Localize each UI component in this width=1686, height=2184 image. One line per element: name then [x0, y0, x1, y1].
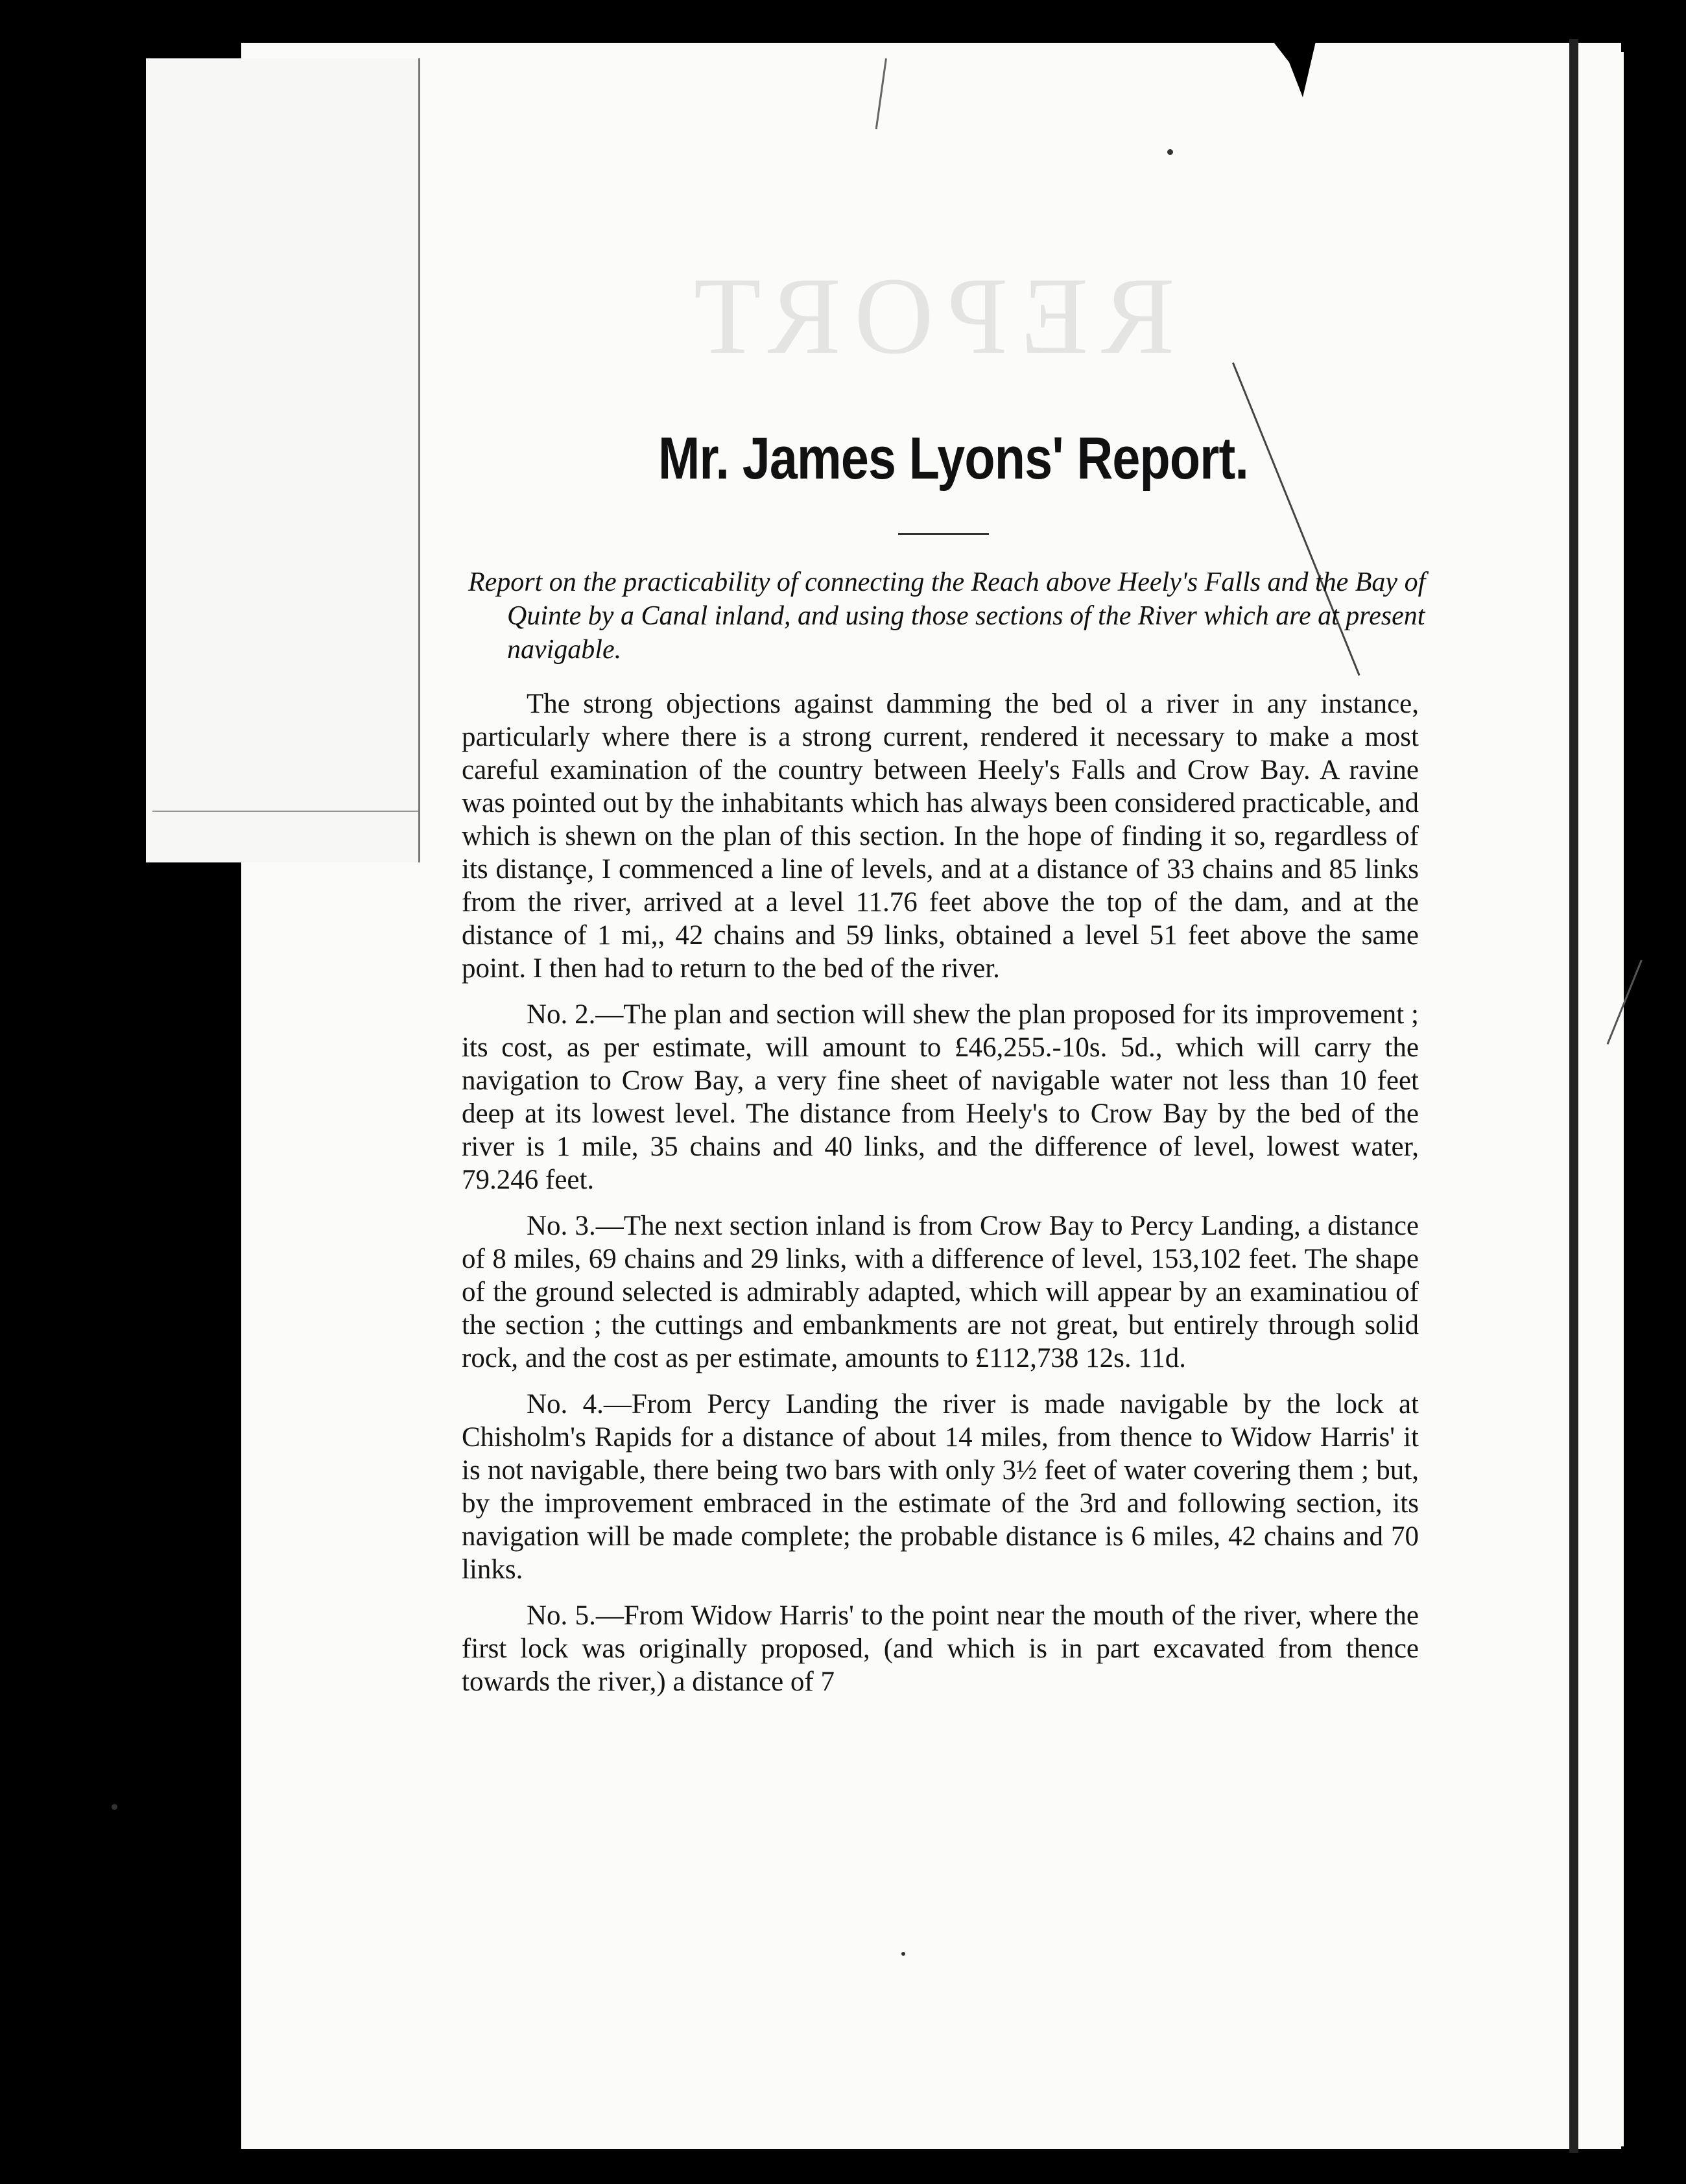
title-rule: [898, 533, 989, 535]
report-body: [462, 687, 1419, 1711]
paragraph-no-3: No. 3.—The next section inland is from Crow Bay to Percy Landing, a distance of 8 miles, 69 chains and 29 links, with a difference of level, 153,102 feet. The shape of the ground selected is admirably adapted, which will appear by an examinatiou of the section ; the cuttings and embankments are not great, but entirely through solid rock, and the cost as per estimate, amounts to £112,738 12s. 11d.: [462, 1211, 1419, 1373]
speck: [901, 1952, 905, 1956]
page-title: Mr. James Lyons' Report.: [658, 425, 1249, 492]
page-edge-shadow: [1569, 39, 1578, 2153]
flap-edge-line: [152, 811, 418, 812]
paragraph-no-2: No. 2.—The plan and section will shew the plan proposed for its improvement ; its cost, as per estimate, will amount to £46,255.-10s. 5d., which will carry the navigation to Crow Bay, a very fine sheet of navigable water not less than 10 feet deep at its lowest level. The distance from Heely's to Crow Bay by the bed of the river is 1 mile, 35 chains and 40 links, and the difference of level, lowest water, 79.246 feet.: [462, 999, 1419, 1195]
paragraph-intro: The strong objections against damming the bed ol a river in any instance, particularly where there is a strong current, rendered it necessary to make a most careful examination of the country between Heely's Falls and Crow Bay. A ravine was pointed out by the inhabitants which has always been considered practicable, and which is shewn on the plan of this section. In the hope of finding it so, regardless of its distançe, I commenced a line of levels, and at a distance of 33 chains and 85 links from the river, arrived at a level 11.76 feet above the top of the dam, and at the distance of 1 mi,, 42 chains and 59 links, obtained a level 51 feet above the same point. I then had to return to the bed of the river.: [462, 689, 1419, 984]
paragraph-no-5: No. 5.—From Widow Harris' to the point near the mouth of the river, where the first lock was originally proposed, (and which is in part excavated from thence towards the river,) a distance of 7: [462, 1600, 1419, 1697]
show-through-text: REPORT: [681, 255, 1175, 377]
paragraph-no-4: No. 4.—From Percy Landing the river is made navigable by the lock at Chisholm's Rapids for a distance of about 14 miles, from thence to Widow Harris' it is not navigable, there being two bars with only 3½ feet of water covering them ; but, by the improvement embraced in the estimate of the 3rd and following section, its navigation will be made complete; the probable distance is 6 miles, 42 chains and 70 links.: [462, 1389, 1419, 1585]
fold-out-flap: [146, 58, 420, 862]
speck: [112, 1804, 117, 1810]
report-subtitle: Report on the practicability of connecting the Reach above Heely's Falls and the Bay of Quinte by a Canal inland, and using those sections of the River which are at present navigable.: [468, 567, 1426, 665]
speck: [1167, 149, 1173, 155]
adjacent-page-strip: [1578, 52, 1624, 2146]
